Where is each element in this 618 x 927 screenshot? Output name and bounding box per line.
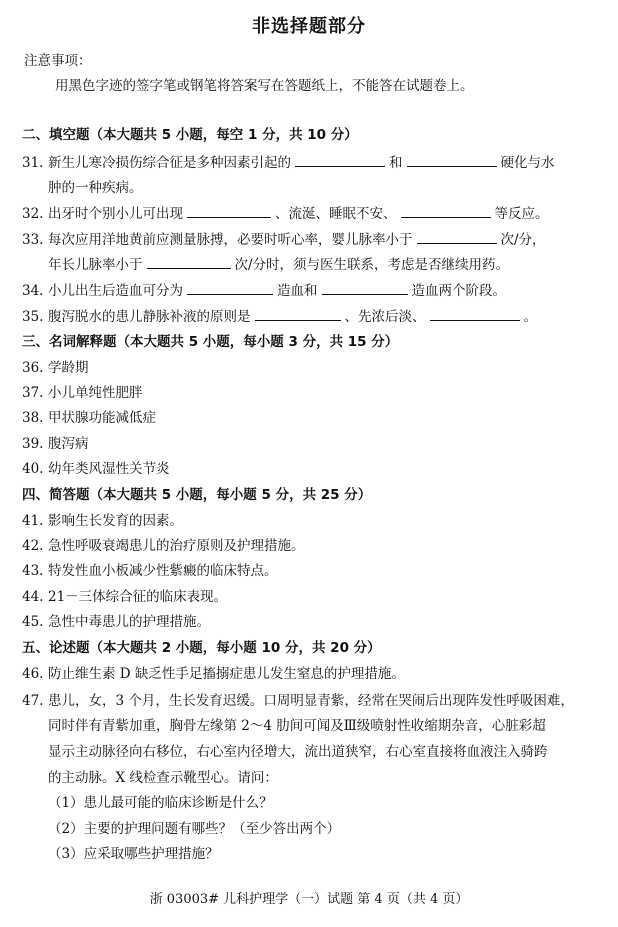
question-47-line-4: 的主动脉。X 线检查示靴型心。请问： bbox=[48, 770, 278, 786]
question-text: 。 bbox=[523, 309, 537, 325]
question-35 bbox=[22, 305, 537, 325]
question-text: 急性呼吸衰竭患儿的治疗原则及护理措施。 bbox=[48, 538, 305, 554]
answer-blank bbox=[295, 156, 385, 167]
section-short-heading: 四、简答题（本大题共 5 小题，每小题 5 分，共 25 分） bbox=[22, 487, 372, 503]
question-text: 造血两个阶段。 bbox=[411, 283, 506, 299]
question-text: 等反应。 bbox=[494, 206, 549, 222]
notes-heading: 注意事项： bbox=[24, 53, 92, 69]
question-number: 41. bbox=[22, 513, 44, 529]
question-number: 33. bbox=[22, 232, 44, 248]
question-number: 36. bbox=[22, 360, 44, 376]
question-47-line-2: 同时伴有青紫加重，胸骨左缘第 2～4 肋间可闻及Ⅲ级喷射性收缩期杂音，心脏彩超 bbox=[48, 718, 546, 734]
question-47-line-3: 显示主动脉径向右移位，右心室内径增大，流出道狭窄，右心室直接将血液注入骑跨 bbox=[48, 744, 548, 760]
question-text: 、流涎、睡眠不安、 bbox=[275, 206, 397, 222]
question-text: 造血和 bbox=[277, 283, 318, 299]
question-38 bbox=[22, 406, 156, 426]
question-text: 小儿出生后造血可分为 bbox=[48, 283, 183, 299]
question-31 bbox=[22, 151, 555, 171]
question-text: 学龄期 bbox=[48, 360, 89, 376]
question-text: 和 bbox=[389, 155, 403, 171]
section-fill-heading: 二、填空题（本大题共 5 小题，每空 1 分，共 10 分） bbox=[22, 127, 358, 143]
answer-blank bbox=[255, 310, 341, 321]
answer-blank bbox=[401, 207, 491, 218]
question-text: 次/分， bbox=[500, 232, 546, 248]
question-text: 甲状腺功能减低症 bbox=[48, 410, 156, 426]
question-number: 45. bbox=[22, 614, 44, 630]
question-number: 34. bbox=[22, 283, 44, 299]
answer-blank bbox=[147, 258, 231, 269]
question-text: 新生儿寒冷损伤综合征是多种因素引起的 bbox=[48, 155, 291, 171]
answer-blank bbox=[407, 156, 497, 167]
question-31-cont: 肿的一种疾病。 bbox=[48, 180, 143, 196]
question-number: 43. bbox=[22, 563, 44, 579]
question-text: 幼年类风湿性关节炎 bbox=[48, 461, 170, 477]
question-36 bbox=[22, 356, 89, 376]
question-number: 31. bbox=[22, 155, 44, 171]
question-40 bbox=[22, 457, 170, 477]
question-text: 腹泻病 bbox=[48, 436, 89, 452]
question-39 bbox=[22, 432, 89, 452]
question-47-sub-1: （1）患儿最可能的临床诊断是什么？ bbox=[48, 795, 273, 811]
question-text: 每次应用洋地黄前应测量脉搏，必要时听心率，婴儿脉率小于 bbox=[48, 232, 413, 248]
answer-blank bbox=[417, 233, 497, 244]
answer-blank bbox=[322, 284, 408, 295]
question-32 bbox=[22, 202, 549, 222]
question-text: 腹泻脱水的患儿静脉补液的原则是 bbox=[48, 309, 251, 325]
question-41 bbox=[22, 509, 183, 529]
question-number: 46. bbox=[22, 666, 44, 682]
question-46 bbox=[22, 662, 405, 682]
question-37 bbox=[22, 381, 143, 401]
question-number: 47. bbox=[22, 693, 44, 709]
question-42 bbox=[22, 534, 305, 554]
question-47-sub-2: （2）主要的护理问题有哪些？（至少答出两个） bbox=[48, 821, 341, 837]
question-47-sub-3: （3）应采取哪些护理措施？ bbox=[48, 846, 219, 862]
question-text: 防止维生素 D 缺乏性手足搐搦症患儿发生窒息的护理措施。 bbox=[48, 666, 405, 682]
question-text: 小儿单纯性肥胖 bbox=[48, 385, 143, 401]
question-number: 35. bbox=[22, 309, 44, 325]
question-text: 急性中毒患儿的护理措施。 bbox=[48, 614, 210, 630]
answer-blank bbox=[187, 207, 271, 218]
question-text: 硬化与水 bbox=[500, 155, 555, 171]
question-45 bbox=[22, 610, 210, 630]
notes-body: 用黑色字迹的签字笔或钢笔将答案写在答题纸上，不能答在试题卷上。 bbox=[55, 78, 474, 94]
question-43 bbox=[22, 559, 278, 579]
question-text: 影响生长发育的因素。 bbox=[48, 513, 183, 529]
question-text: 患儿，女，3 个月，生长发育迟缓。口周明显青紫，经常在哭闹后出现阵发性呼吸困难， bbox=[48, 693, 574, 709]
question-34 bbox=[22, 279, 506, 299]
question-number: 42. bbox=[22, 538, 44, 554]
question-number: 40. bbox=[22, 461, 44, 477]
question-number: 44. bbox=[22, 589, 44, 605]
answer-blank bbox=[187, 284, 273, 295]
question-text: 次/分时，须与医生联系，考虑是否继续用药。 bbox=[234, 257, 510, 273]
question-number: 37. bbox=[22, 385, 44, 401]
question-33-cont bbox=[48, 253, 509, 273]
question-number: 39. bbox=[22, 436, 44, 452]
question-44 bbox=[22, 585, 227, 605]
section-terms-heading: 三、名词解释题（本大题共 5 小题，每小题 3 分，共 15 分） bbox=[22, 334, 399, 350]
question-number: 38. bbox=[22, 410, 44, 426]
question-47 bbox=[22, 689, 574, 709]
question-text: 特发性血小板减少性紫癜的临床特点。 bbox=[48, 563, 278, 579]
section-essay-heading: 五、论述题（本大题共 2 小题，每小题 10 分，共 20 分） bbox=[22, 640, 381, 656]
page-title: 非选择题部分 bbox=[252, 16, 366, 37]
question-text: 年长儿脉率小于 bbox=[48, 257, 143, 273]
question-text: 、先浓后淡、 bbox=[344, 309, 426, 325]
question-number: 32. bbox=[22, 206, 44, 222]
question-text: 21－三体综合征的临床表现。 bbox=[48, 589, 228, 605]
answer-blank bbox=[430, 310, 520, 321]
question-text: 出牙时个别小儿可出现 bbox=[48, 206, 183, 222]
page-footer: 浙 03003# 儿科护理学（一）试题 第 4 页（共 4 页） bbox=[149, 892, 469, 907]
question-33 bbox=[22, 228, 546, 248]
